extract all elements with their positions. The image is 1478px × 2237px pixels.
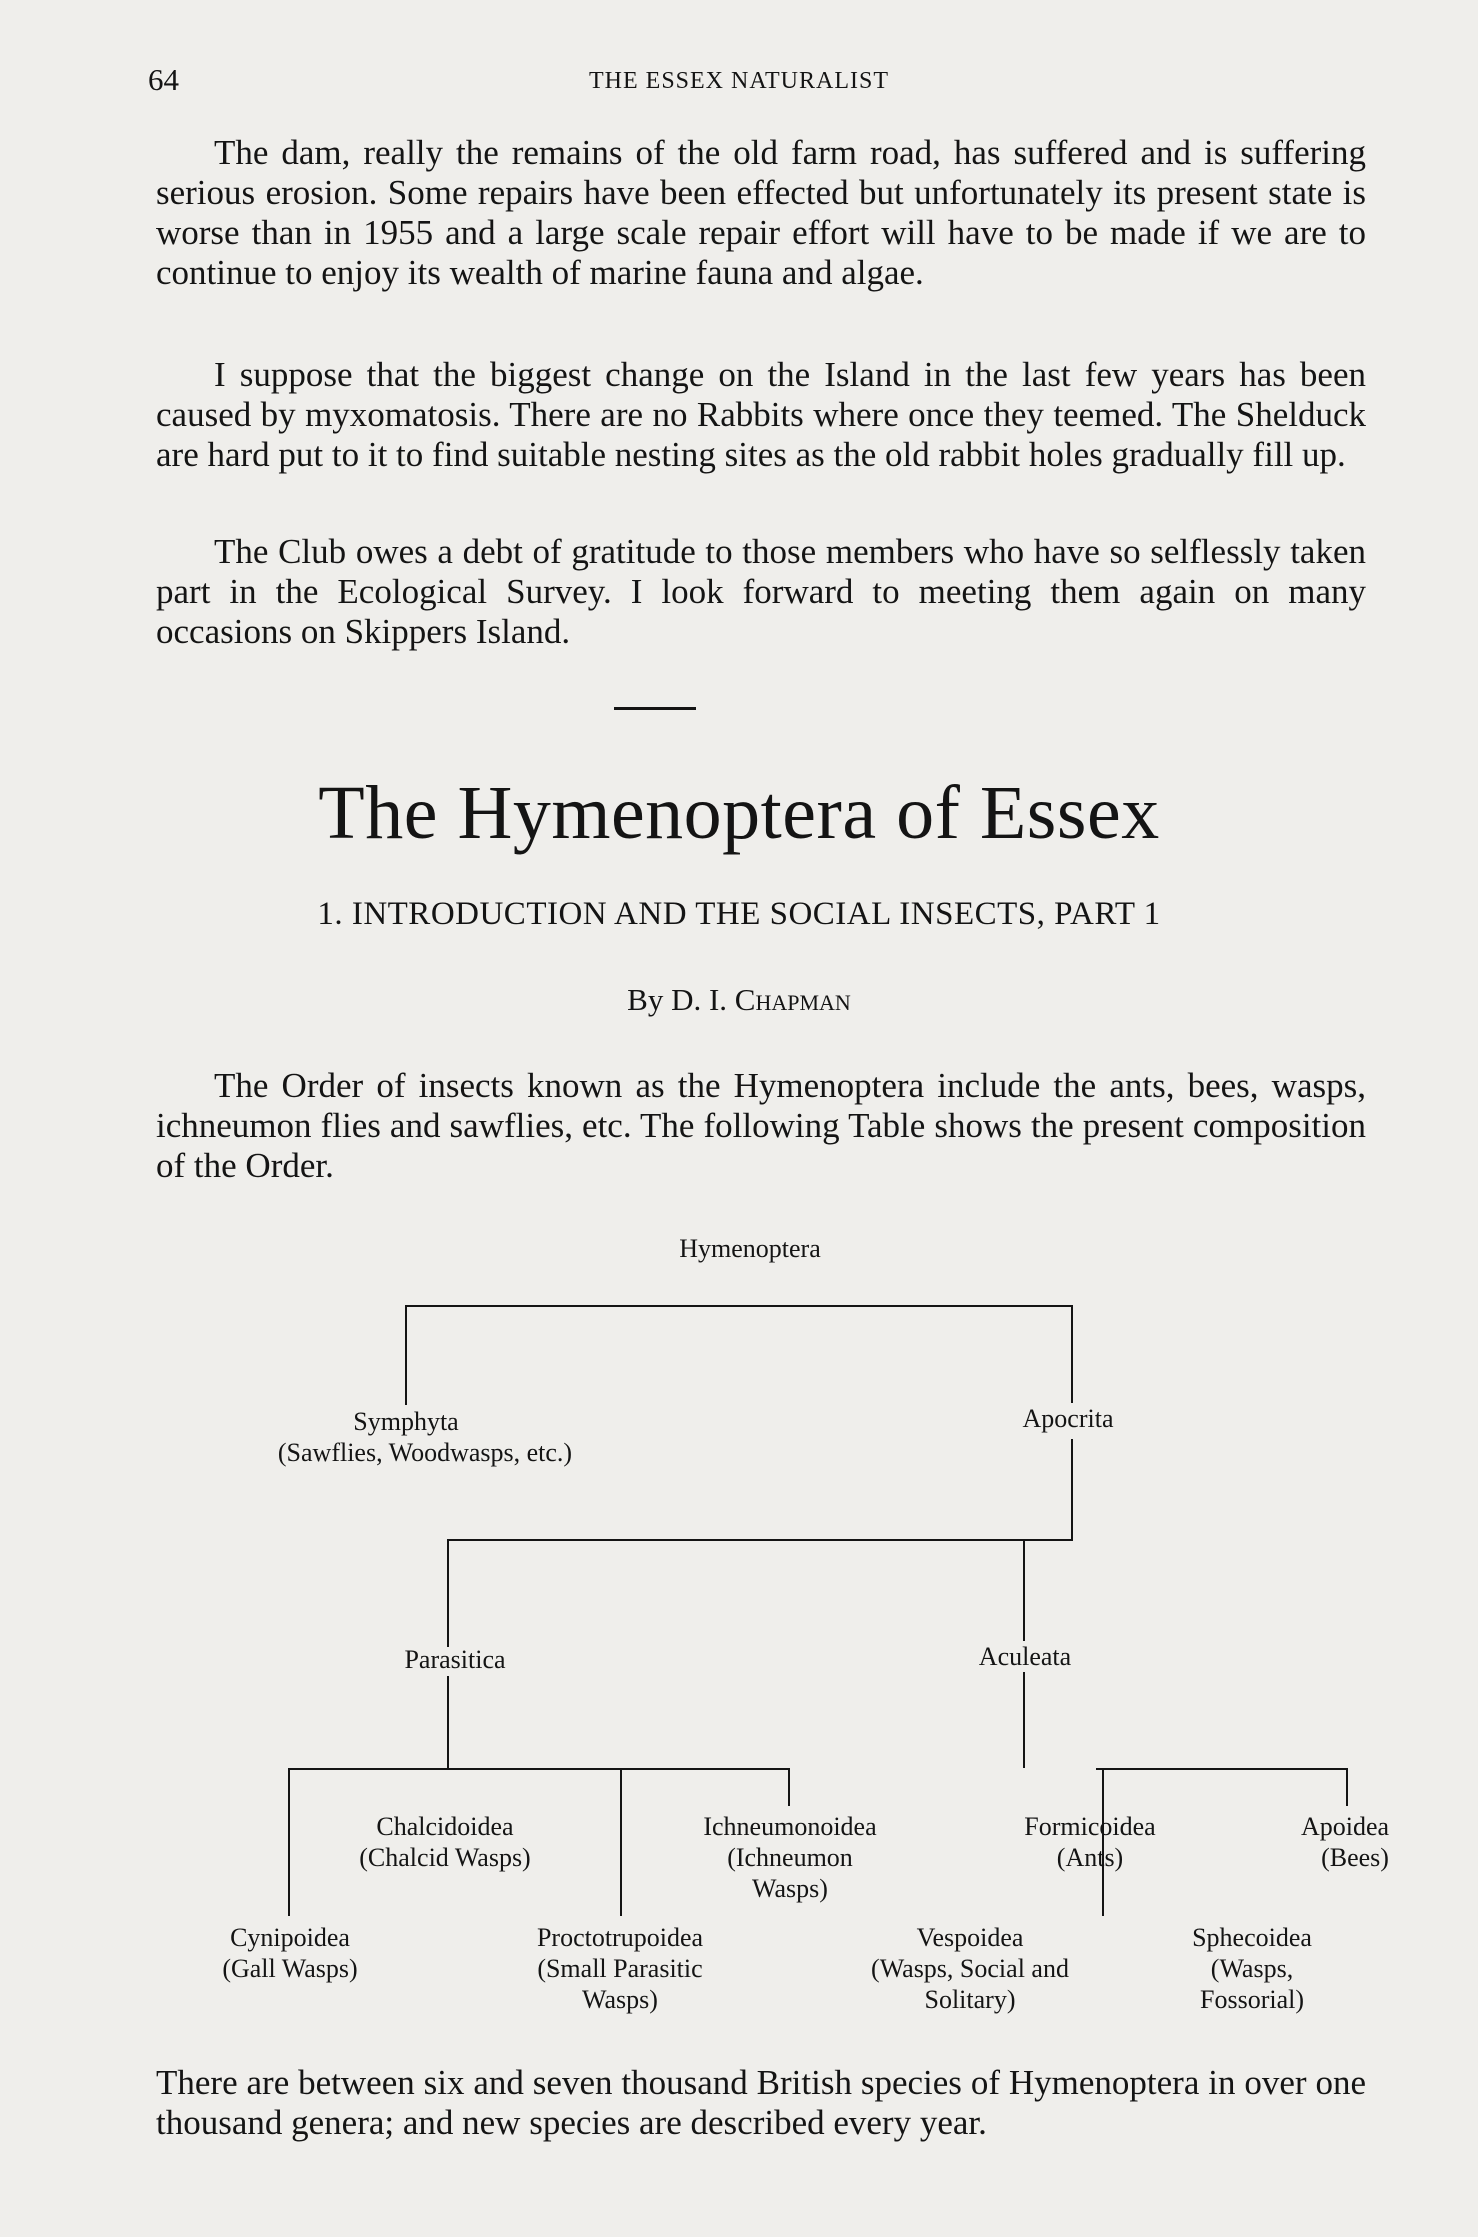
- tree-node-formicoidea: Formicoidea: [1024, 1812, 1156, 1841]
- tree-connector: [1023, 1539, 1025, 1641]
- article-title: The Hymenoptera of Essex: [318, 771, 1160, 855]
- tree-connector: [620, 1768, 622, 1916]
- tree-node-proctotrupoidea-common-1: (Small Parasitic: [537, 1954, 703, 1983]
- article-subtitle: 1. INTRODUCTION AND THE SOCIAL INSECTS, PART 1: [317, 896, 1161, 932]
- tree-node-apocrita: Apocrita: [1022, 1404, 1114, 1433]
- tree-node-apoidea-common: (Bees): [1321, 1843, 1389, 1872]
- tree-node-vespoidea-common-1: (Wasps, Social and: [871, 1954, 1069, 1983]
- tree-node-sphecoidea-common-2: Fossorial): [1200, 1985, 1304, 2014]
- byline-prefix: By D. I.: [627, 982, 728, 1017]
- tree-node-aculeata: Aculeata: [978, 1642, 1072, 1671]
- tree-connector: [1071, 1305, 1073, 1403]
- tree-node-proctotrupoidea-common-2: Wasps): [582, 1985, 658, 2014]
- tree-node-vespoidea-common-2: Solitary): [924, 1985, 1016, 2014]
- tree-connector: [288, 1768, 290, 1916]
- intro-paragraph-3: [156, 532, 1366, 652]
- tree-connector: [447, 1539, 1073, 1541]
- tree-node-parasitica: Parasitica: [404, 1645, 506, 1674]
- tree-connector: [1071, 1439, 1073, 1539]
- intro-paragraph-3-text: The Club owes a debt of gratitude to those members who have so selflessly taken part in the Ecological Survey. I look forward to meeting them again on many occasions on Skippers Island.: [156, 532, 1366, 651]
- intro-paragraph-2-text: I suppose that the biggest change on the Island in the last few years has been caused by myxomatosis. There are no Rabbits where once they teemed. The Shelduck are hard put to it to find suitable nesting sites as the old rabbit holes gradually fill up.: [156, 355, 1366, 474]
- tree-node-ichneumonoidea-common-2: Wasps): [752, 1874, 828, 1903]
- running-head: THE ESSEX NATURALIST: [589, 68, 889, 94]
- tree-node-ichneumonoidea: Ichneumonoidea: [703, 1812, 877, 1841]
- intro-paragraph-2: [156, 355, 1366, 475]
- tree-connector: [1096, 1768, 1348, 1770]
- intro-paragraph-1: [156, 133, 1366, 293]
- tree-node-cynipoidea-common: (Gall Wasps): [222, 1954, 358, 1983]
- tree-node-ichneumonoidea-common-1: (Ichneumon: [727, 1843, 853, 1872]
- tree-connector: [1346, 1768, 1348, 1806]
- byline: [0, 982, 1478, 1018]
- tree-node-chalcidoidea-common: (Chalcid Wasps): [359, 1843, 531, 1872]
- tree-connector: [447, 1539, 449, 1647]
- tree-connector: [288, 1768, 788, 1770]
- tree-node-hymenoptera: Hymenoptera: [679, 1234, 821, 1263]
- tree-connector: [405, 1305, 1073, 1307]
- tree-node-chalcidoidea: Chalcidoidea: [376, 1812, 514, 1841]
- opening-paragraph: [156, 1066, 1366, 1186]
- tree-node-sphecoidea-common-1: (Wasps,: [1210, 1954, 1294, 1983]
- opening-paragraph-text: The Order of insects known as the Hymenoptera include the ants, bees, wasps, ichneumon flies and sawflies, etc. The following Table shows the present composition of the Order.: [156, 1066, 1366, 1185]
- tree-node-sphecoidea: Sphecoidea: [1192, 1923, 1312, 1952]
- page-number: 64: [148, 62, 179, 97]
- tree-connector: [447, 1676, 449, 1768]
- section-divider-rule: [614, 707, 696, 710]
- intro-paragraph-1-text: The dam, really the remains of the old farm road, has suffered and is suffering serious erosion. Some repairs have been effected but unfortunately its present state is worse than in 1955 and a large scale repair effort will have to be made if we are to continue to enjoy its wealth of marine fauna and algae.: [156, 133, 1366, 292]
- tree-connector: [1023, 1672, 1025, 1768]
- tree-node-symphyta-common: (Sawflies, Woodwasps, etc.): [277, 1438, 573, 1467]
- tree-node-apoidea: Apoidea: [1300, 1812, 1390, 1841]
- tree-node-formicoidea-common: (Ants): [1056, 1843, 1124, 1872]
- tree-node-proctotrupoidea: Proctotrupoidea: [536, 1923, 704, 1952]
- byline-author: Chapman: [734, 982, 851, 1017]
- tree-node-cynipoidea: Cynipoidea: [230, 1923, 350, 1952]
- tree-connector: [788, 1768, 790, 1806]
- tree-node-symphyta: Symphyta: [353, 1407, 459, 1436]
- tree-node-vespoidea: Vespoidea: [916, 1923, 1024, 1952]
- tree-connector: [405, 1305, 407, 1405]
- closing-paragraph: There are between six and seven thousand British species of Hymenoptera in over one thousand genera; and new species are described every year.: [156, 2063, 1366, 2142]
